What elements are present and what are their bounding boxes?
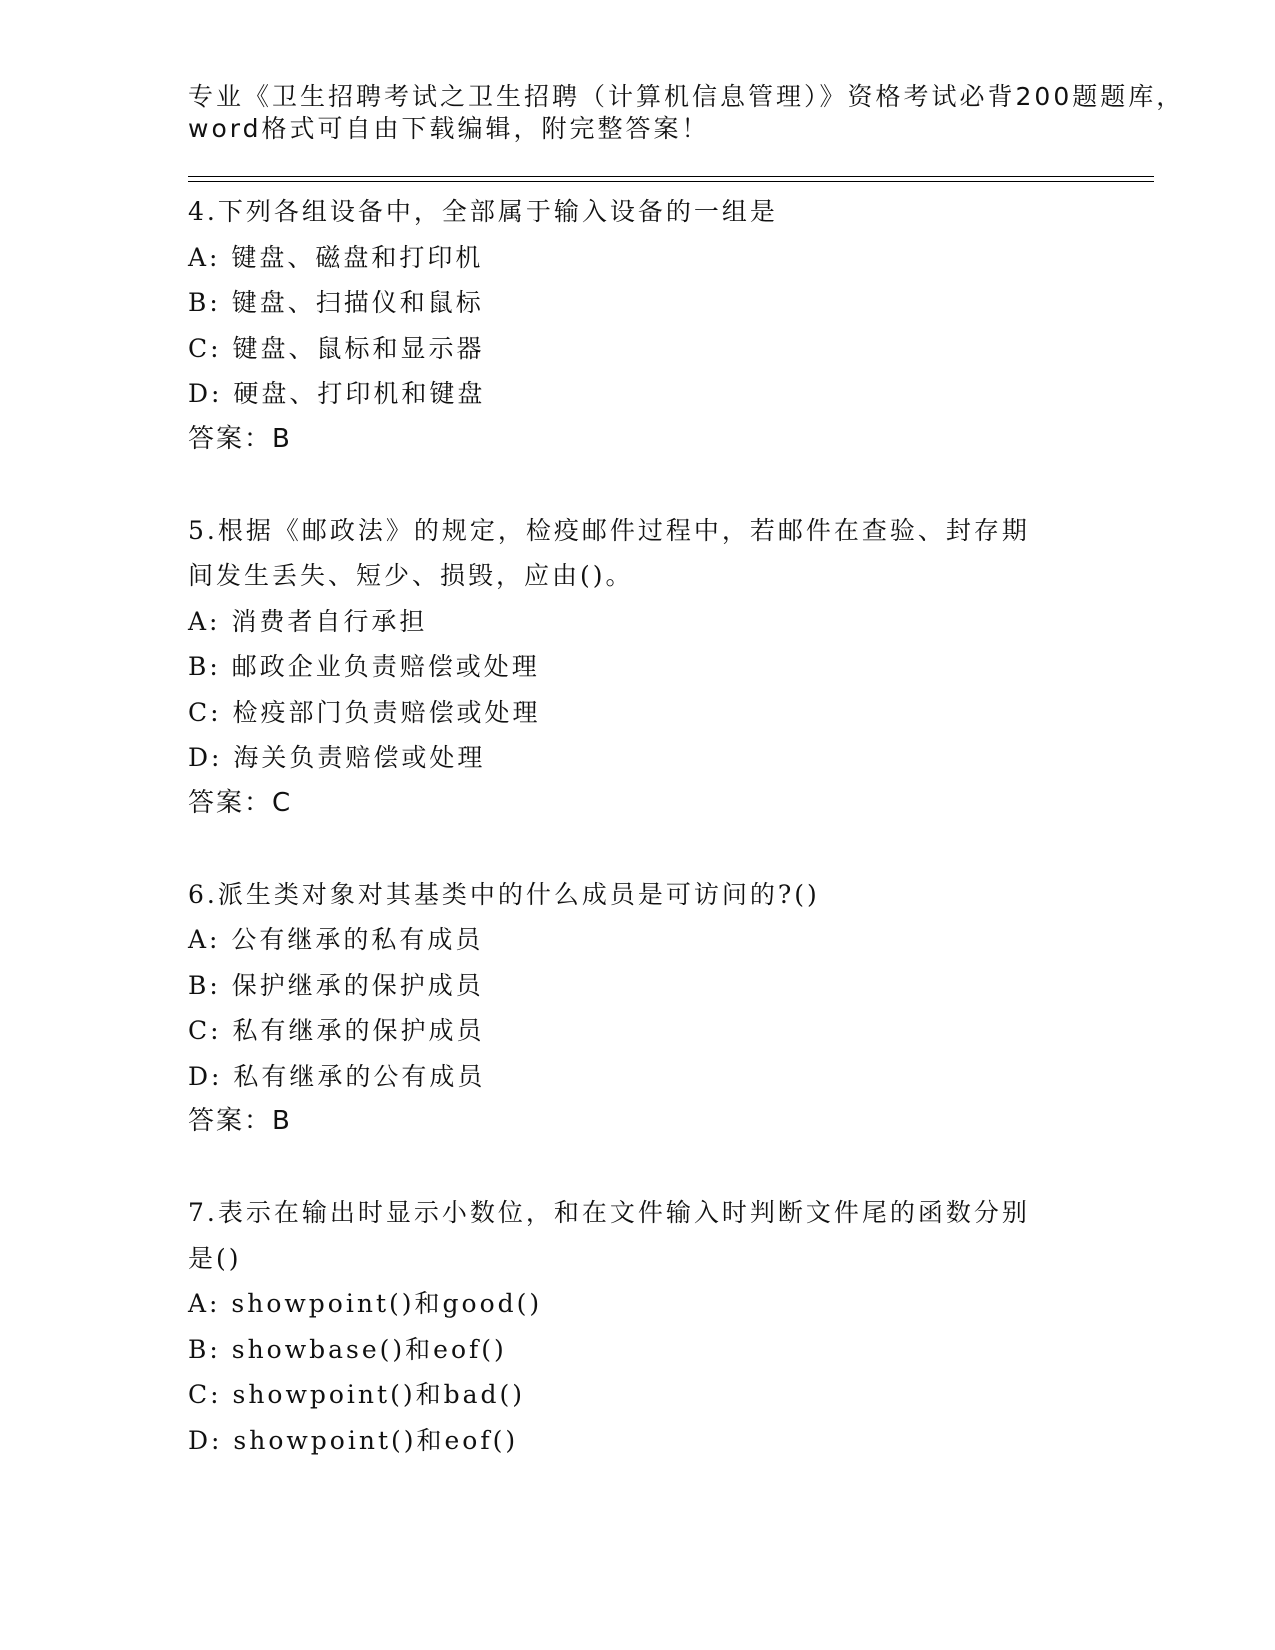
spacer: [188, 462, 1088, 508]
option-a: A: 消费者自行承担: [188, 606, 428, 636]
option-a: A: 公有继承的私有成员: [188, 925, 484, 954]
question-6: [188, 872, 1088, 1191]
option-b: B: 保护继承的保护成员: [188, 970, 484, 1000]
answer-text: 答案：C: [188, 787, 293, 818]
option-d: D: 海关负责赔偿或处理: [188, 743, 486, 772]
answer-text: 答案：B: [188, 1106, 292, 1136]
option-d: D: 私有继承的公有成员: [188, 1061, 486, 1091]
option-a: A: showpoint()和good(): [188, 1289, 543, 1318]
question-stem-continued: 间发生丢失、短少、损毁，应由()。: [188, 561, 634, 590]
spacer: [188, 1145, 1088, 1191]
question-5: [188, 508, 1088, 872]
question-stem: 7.表示在输出时显示小数位，和在文件输入时判断文件尾的函数分别: [188, 1198, 1030, 1227]
option-b: B: 键盘、扫描仪和鼠标: [188, 288, 484, 317]
question-7: [188, 1190, 1088, 1463]
spacer: [188, 826, 1088, 872]
option-c: C: 检疫部门负责赔偿或处理: [188, 697, 541, 727]
option-c: C: showpoint()和bad(): [188, 1380, 526, 1409]
question-list: [188, 189, 1088, 1463]
option-b: B: 邮政企业负责赔偿或处理: [188, 652, 540, 681]
answer-text: 答案：B: [188, 423, 292, 454]
header-line-1: 专业《卫生招聘考试之卫生招聘（计算机信息管理）》资格考试必背200题题库，: [188, 82, 1185, 111]
question-stem: 5.根据《邮政法》的规定，检疫邮件过程中，若邮件在查验、封存期: [188, 515, 1030, 545]
option-c: C: 键盘、鼠标和显示器: [188, 333, 485, 363]
header-line-2: word格式可自由下载编辑，附完整答案！: [188, 114, 710, 143]
question-stem: 6.派生类对象对其基类中的什么成员是可访问的?(): [188, 879, 820, 909]
option-c: C: 私有继承的保护成员: [188, 1016, 485, 1045]
question-stem-continued: 是(): [188, 1243, 242, 1273]
option-a: A: 键盘、磁盘和打印机: [188, 242, 484, 272]
option-d: D: 硬盘、打印机和键盘: [188, 379, 486, 408]
question-stem: 4.下列各组设备中，全部属于输入设备的一组是: [188, 197, 778, 226]
document-header: [188, 74, 1185, 143]
option-b: B: showbase()和eof(): [188, 1334, 507, 1364]
header-divider-top: [188, 176, 1154, 177]
question-4: [188, 189, 1088, 508]
header-divider-bottom: [188, 181, 1154, 182]
option-d: D: showpoint()和eof(): [188, 1425, 519, 1455]
